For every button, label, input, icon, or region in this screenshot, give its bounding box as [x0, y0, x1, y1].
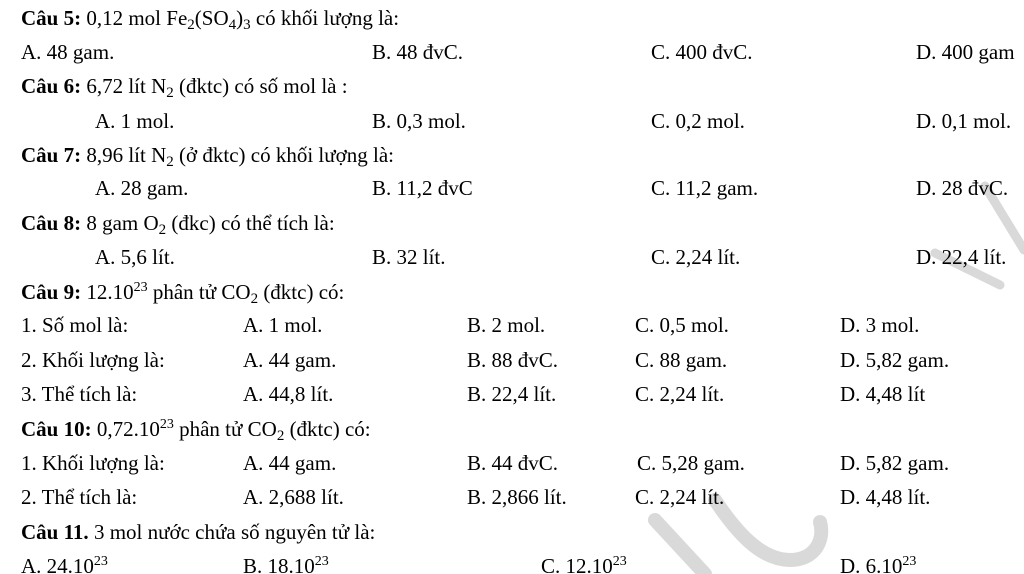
- question-11-text: 3 mol nước chứa số nguyên tử là:: [88, 520, 376, 544]
- question-11-option-c[interactable]: [541, 549, 627, 574]
- question-9-row-1-option-a[interactable]: A. 1 mol.: [243, 313, 323, 337]
- question-7-text-b: (ở đktc) có khối lượng là:: [173, 143, 394, 167]
- question-7-option-d[interactable]: D. 28 đvC.: [916, 176, 1009, 200]
- question-9-row-3-option-b[interactable]: B. 22,4 lít.: [467, 382, 557, 406]
- question-8-option-b[interactable]: B. 32 lít.: [372, 245, 446, 269]
- question-5-label: Câu 5:: [21, 6, 82, 30]
- question-9-row-1-option-b[interactable]: B. 2 mol.: [467, 313, 546, 337]
- question-7-options: [0, 171, 1024, 205]
- question-7-option-b[interactable]: B. 11,2 đvC: [372, 176, 473, 200]
- question-10-sup: 23: [159, 417, 174, 432]
- question-6-text-a: 6,72 lít N: [81, 74, 167, 98]
- question-9-row-2-label: 2. Khối lượng là:: [21, 348, 165, 372]
- question-5-sub-3: 3: [243, 17, 251, 33]
- question-10-row-1-option-d[interactable]: D. 5,82 gam.: [840, 451, 950, 475]
- question-7-sub: 2: [166, 154, 174, 170]
- question-11-options: [0, 549, 1024, 574]
- question-6-text-b: (đktc) có số mol là :: [173, 74, 348, 98]
- question-6-option-c[interactable]: C. 0,2 mol.: [651, 109, 745, 133]
- question-10-row-1: [0, 446, 1024, 480]
- question-8-sub: 2: [158, 222, 167, 238]
- question-9-row-3-option-a[interactable]: A. 44,8 lít.: [243, 382, 334, 406]
- question-6-option-b[interactable]: B. 0,3 mol.: [372, 109, 466, 133]
- question-9-row-3: [0, 377, 1024, 411]
- question-6-label: Câu 6:: [21, 74, 82, 98]
- question-11-option-d[interactable]: [840, 549, 916, 574]
- question-7-stem: [21, 138, 394, 172]
- question-11-option-b-sup: 23: [314, 554, 329, 569]
- question-8-text-a: 8 gam O: [81, 211, 159, 235]
- question-9-row-2: [0, 343, 1024, 377]
- question-11-option-a-base: A. 24.10: [21, 554, 94, 574]
- question-5-text-a: 0,12 mol Fe: [81, 6, 188, 30]
- question-8-stem: [21, 206, 335, 240]
- question-10-row-2-label: 2. Thể tích là:: [21, 485, 138, 509]
- question-9-row-3-option-d[interactable]: D. 4,48 lít: [840, 382, 926, 406]
- question-11-option-d-base: D. 6.10: [840, 554, 903, 574]
- question-10-row-1-option-c[interactable]: C. 5,28 gam.: [637, 451, 745, 475]
- question-9-row-1: [0, 308, 1024, 342]
- question-7-option-c[interactable]: C. 11,2 gam.: [651, 176, 759, 200]
- question-9-row-1-option-d[interactable]: D. 3 mol.: [840, 313, 920, 337]
- question-10-stem: [21, 412, 371, 446]
- question-9-stem: [21, 275, 344, 309]
- question-6-sub: 2: [166, 85, 174, 101]
- question-8-label: Câu 8:: [21, 211, 82, 235]
- question-5-sub-1: 2: [187, 17, 195, 33]
- question-8-option-a[interactable]: A. 5,6 lít.: [95, 245, 175, 269]
- question-5-options: [0, 35, 1024, 69]
- question-8-option-d[interactable]: D. 22,4 lít.: [916, 245, 1007, 269]
- question-5-option-d[interactable]: D. 400 gam: [916, 40, 1015, 64]
- question-5: [0, 1, 1024, 35]
- question-11-label: Câu 11.: [21, 520, 89, 544]
- question-9-row-2-option-a[interactable]: A. 44 gam.: [243, 348, 337, 372]
- question-10: [0, 412, 1024, 446]
- question-10-row-1-label: 1. Khối lượng là:: [21, 451, 165, 475]
- question-10-sub: 2: [276, 428, 285, 444]
- question-10-text-a: 0,72.10: [91, 417, 160, 441]
- question-10-label: Câu 10:: [21, 417, 92, 441]
- question-11-option-d-sup: 23: [902, 554, 917, 569]
- question-5-stem: [21, 1, 399, 35]
- question-9-sub: 2: [250, 291, 259, 307]
- question-9-row-2-option-c[interactable]: C. 88 gam.: [635, 348, 728, 372]
- question-11-option-c-sup: 23: [612, 554, 627, 569]
- question-5-text-b: (SO: [194, 6, 229, 30]
- question-11-option-b[interactable]: [243, 549, 329, 574]
- question-6-stem: [21, 69, 348, 103]
- question-10-row-2-option-d[interactable]: D. 4,48 lít.: [840, 485, 931, 509]
- question-6: [0, 69, 1024, 103]
- question-10-row-2-option-c[interactable]: C. 2,24 lít.: [635, 485, 725, 509]
- question-5-option-c[interactable]: C. 400 đvC.: [651, 40, 753, 64]
- question-10-row-2-option-a[interactable]: A. 2,688 lít.: [243, 485, 344, 509]
- question-9-row-3-label: 3. Thể tích là:: [21, 382, 138, 406]
- question-7-text-a: 8,96 lít N: [81, 143, 167, 167]
- question-10-row-1-option-b[interactable]: B. 44 đvC.: [467, 451, 559, 475]
- question-9-sup: 23: [133, 280, 148, 295]
- question-9-row-1-label: 1. Số mol là:: [21, 313, 129, 337]
- question-8-text-b: (đkc) có thể tích là:: [166, 211, 335, 235]
- question-11: [0, 515, 1024, 549]
- question-7-label: Câu 7:: [21, 143, 82, 167]
- question-9-row-2-option-d[interactable]: D. 5,82 gam.: [840, 348, 950, 372]
- question-6-options: [0, 104, 1024, 138]
- question-7-option-a[interactable]: A. 28 gam.: [95, 176, 189, 200]
- question-9-label: Câu 9:: [21, 280, 82, 304]
- question-7: [0, 138, 1024, 172]
- question-9-text-c: (đktc) có:: [258, 280, 345, 304]
- question-10-row-2-option-b[interactable]: B. 2,866 lít.: [467, 485, 567, 509]
- question-11-option-a[interactable]: [21, 549, 108, 574]
- question-9: [0, 275, 1024, 309]
- question-6-option-a[interactable]: A. 1 mol.: [95, 109, 175, 133]
- question-9-row-2-option-b[interactable]: B. 88 đvC.: [467, 348, 559, 372]
- question-11-option-a-sup: 23: [93, 554, 108, 569]
- question-5-option-a[interactable]: A. 48 gam.: [21, 40, 115, 64]
- question-9-row-1-option-c[interactable]: C. 0,5 mol.: [635, 313, 729, 337]
- question-11-option-c-base: C. 12.10: [541, 554, 613, 574]
- question-6-option-d[interactable]: D. 0,1 mol.: [916, 109, 1012, 133]
- question-9-text-a: 12.10: [81, 280, 134, 304]
- question-10-row-1-option-a[interactable]: A. 44 gam.: [243, 451, 337, 475]
- question-9-text-b: phân tử CO: [147, 280, 251, 304]
- question-10-row-2: [0, 480, 1024, 514]
- question-5-option-b[interactable]: B. 48 đvC.: [372, 40, 464, 64]
- question-5-sub-2: 4: [228, 17, 237, 33]
- question-9-row-3-option-c[interactable]: C. 2,24 lít.: [635, 382, 725, 406]
- question-5-text-c: ): [236, 6, 244, 30]
- question-8-options: [0, 240, 1024, 274]
- question-10-text-c: (đktc) có:: [284, 417, 371, 441]
- question-11-stem: [21, 515, 375, 549]
- question-8-option-c[interactable]: C. 2,24 lít.: [651, 245, 741, 269]
- question-11-option-b-base: B. 18.10: [243, 554, 315, 574]
- question-8: [0, 206, 1024, 240]
- question-10-text-b: phân tử CO: [173, 417, 277, 441]
- question-5-text-d: có khối lượng là:: [250, 6, 400, 30]
